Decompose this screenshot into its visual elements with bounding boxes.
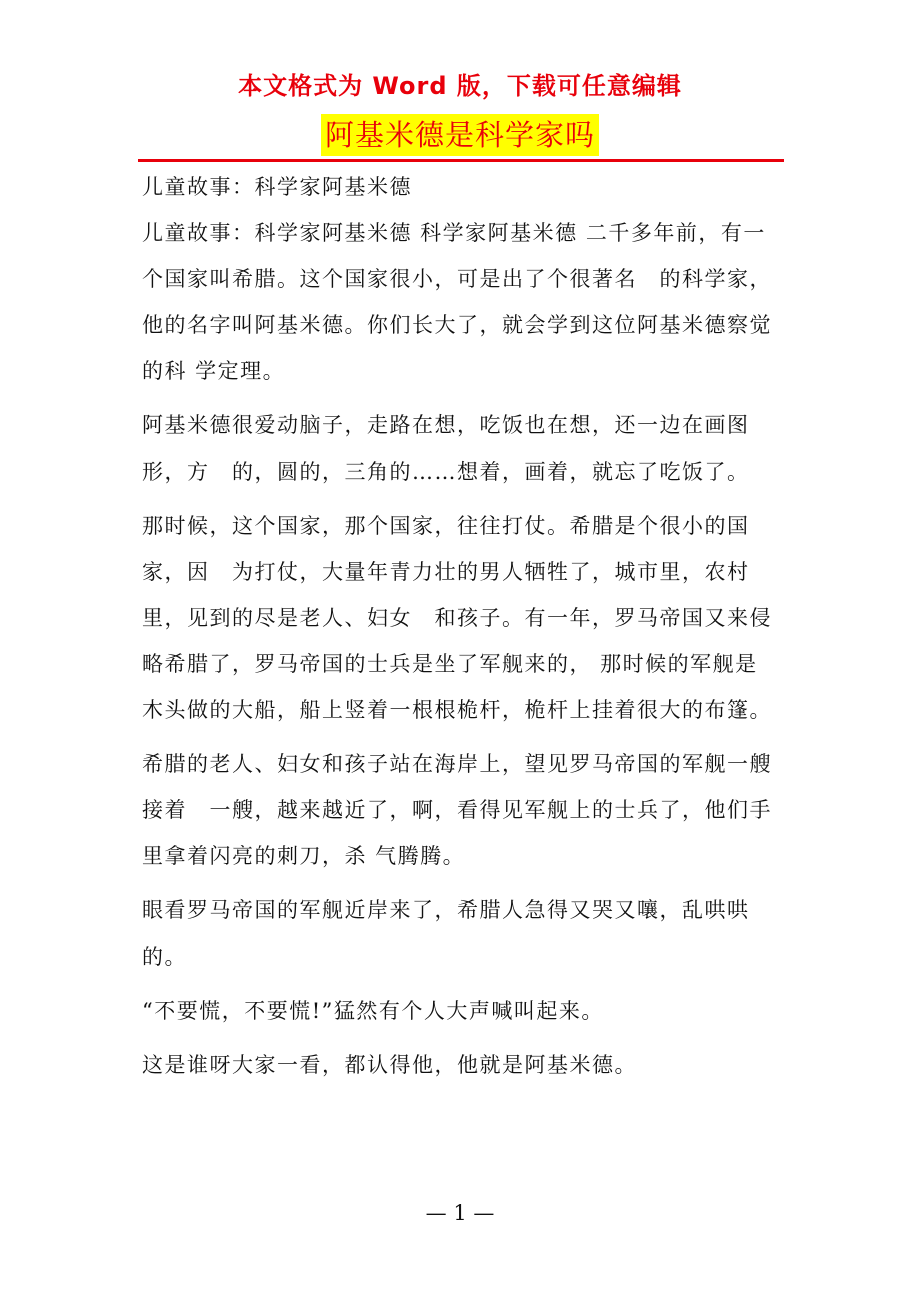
paragraph: 这是谁呀大家一看，都认得他，他就是阿基米德。 (142, 1052, 637, 1077)
document-body (142, 164, 778, 1088)
paragraph: “不要慌，不要慌!”猛然有个人大声喊叫起来。 (142, 998, 604, 1023)
paragraph: 眼看罗马帝国的军舰近岸来了，希腊人急得又哭又嚷，乱哄哄的。 (142, 898, 750, 969)
paragraph: 儿童故事：科学家阿基米德 科学家阿基米德 二千多年前，有一个国家叫希腊。这个国家很小，可是出了个很著名 的科学家，他的名字叫阿基米德。你们长大了，就会学到这位阿基米德察觉的科 学定理。 (142, 221, 772, 384)
paragraph: 那时候，这个国家，那个国家，往往打仗。希腊是个很小的国家，因 为打仗，大量年青力壮的男人牺牲了，城市里，农村里，见到的尽是老人、妇女 和孩子。有一年，罗马帝国又来侵略希腊了，罗马帝国的士兵是坐了军舰来的， 那时候的军舰是木头做的大船，船上竖着一根根桅杆，桅杆上挂着很大的布篷。 (142, 513, 772, 723)
title-container (0, 114, 920, 156)
paragraph: 希腊的老人、妇女和孩子站在海岸上，望见罗马帝国的军舰一艘接着 一艘，越来越近了，啊，看得见军舰上的士兵了，他们手里拿着闪亮的刺刀，杀 气腾腾。 (142, 752, 772, 869)
format-notice: 本文格式为 Word 版，下载可任意编辑 (238, 72, 682, 100)
subtitle-line: 儿童故事：科学家阿基米德 (142, 175, 412, 199)
page-number: — 1 — (425, 1201, 495, 1225)
header-divider (138, 159, 784, 162)
document-title: 阿基米德是科学家吗 (321, 114, 599, 156)
paragraph: 阿基米德很爱动脑子，走路在想，吃饭也在想，还一边在画图形，方 的，圆的，三角的……想着，画着，就忘了吃饭了。 (142, 413, 750, 484)
